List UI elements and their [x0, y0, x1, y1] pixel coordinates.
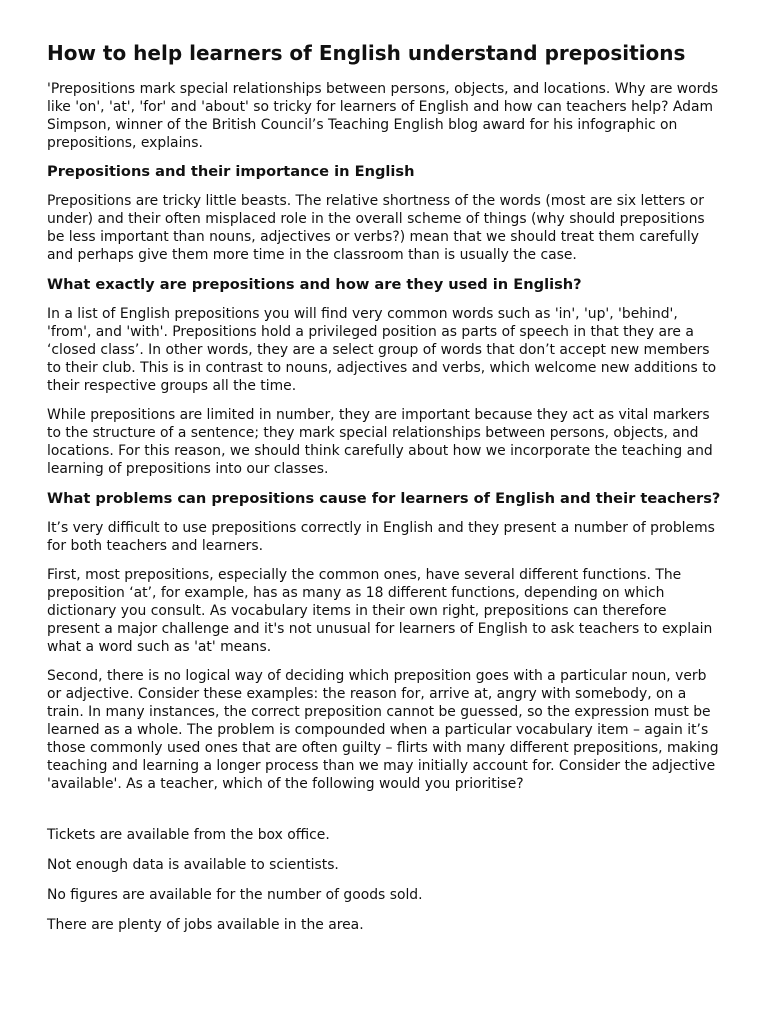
section-heading-importance: Prepositions and their importance in English — [47, 163, 415, 180]
paragraph: In a list of English prepositions you will find very common words such as 'in', 'up', 'behind', 'from', and 'with'. Prepositions hold a privileged position as parts of speech in that they are a ‘closed class’. In other words, they are a select group of words that don’t accept new members to their club. This is in contrast to nouns, adjectives and verbs, which welcome new additions to their respective groups all the time. — [47, 306, 717, 394]
example-sentence: There are plenty of jobs available in the area. — [47, 917, 364, 933]
section-heading-what-are-prepositions: What exactly are prepositions and how are they used in English? — [47, 276, 582, 293]
section-heading-problems: What problems can prepositions cause for learners of English and their teachers? — [47, 490, 721, 507]
spacer — [47, 804, 722, 826]
paragraph: It’s very difficult to use prepositions correctly in English and they present a number of problems for both teachers and learners. — [47, 520, 715, 554]
page-title: How to help learners of English understand prepositions — [47, 41, 686, 65]
paragraph: While prepositions are limited in number, they are important because they act as vital markers to the structure of a sentence; they mark special relationships between persons, objects, and locations. For this reason, we should think carefully about how we incorporate the teaching and learning of prepositions into our classes. — [47, 407, 713, 477]
paragraph: First, most prepositions, especially the common ones, have several different functions. The preposition ‘at’, for example, has as many as 18 different functions, depending on which dictionary you consult. As vocabulary items in their own right, prepositions can therefore present a major challenge and it's not unusual for learners of English to ask teachers to explain what a word such as 'at' means. — [47, 567, 713, 655]
example-sentence: Tickets are available from the box office. — [47, 827, 330, 843]
example-sentence: Not enough data is available to scientists. — [47, 857, 339, 873]
paragraph: Second, there is no logical way of deciding which preposition goes with a particular noun, verb or adjective. Consider these examples: the reason for, arrive at, angry with somebody, on a train. In many instances, the correct preposition cannot be guessed, so the expression must be learned as a whole. The problem is compounded when a particular vocabulary item – again it’s those commonly used ones that are often guilty – flirts with many different prepositions, making teaching and learning a longer process than we may initially account for. Consider the adjective 'available'. As a teacher, which of the following would you prioritise? — [47, 668, 719, 792]
paragraph: Prepositions are tricky little beasts. The relative shortness of the words (most are six letters or under) and their often misplaced role in the overall scheme of things (why should prepositions be less important than nouns, adjectives or verbs?) mean that we should treat them carefully and perhaps give them more time in the classroom than is usually the case. — [47, 193, 705, 263]
example-sentence: No figures are available for the number of goods sold. — [47, 887, 423, 903]
intro-paragraph: 'Prepositions mark special relationships between persons, objects, and locations. Why are words like 'on', 'at', 'for' and 'about' so tricky for learners of English and how can teachers help? Adam Simpson, winner of the British Council’s Teaching English blog award for his infographic on prepositions, explains. — [47, 81, 719, 151]
